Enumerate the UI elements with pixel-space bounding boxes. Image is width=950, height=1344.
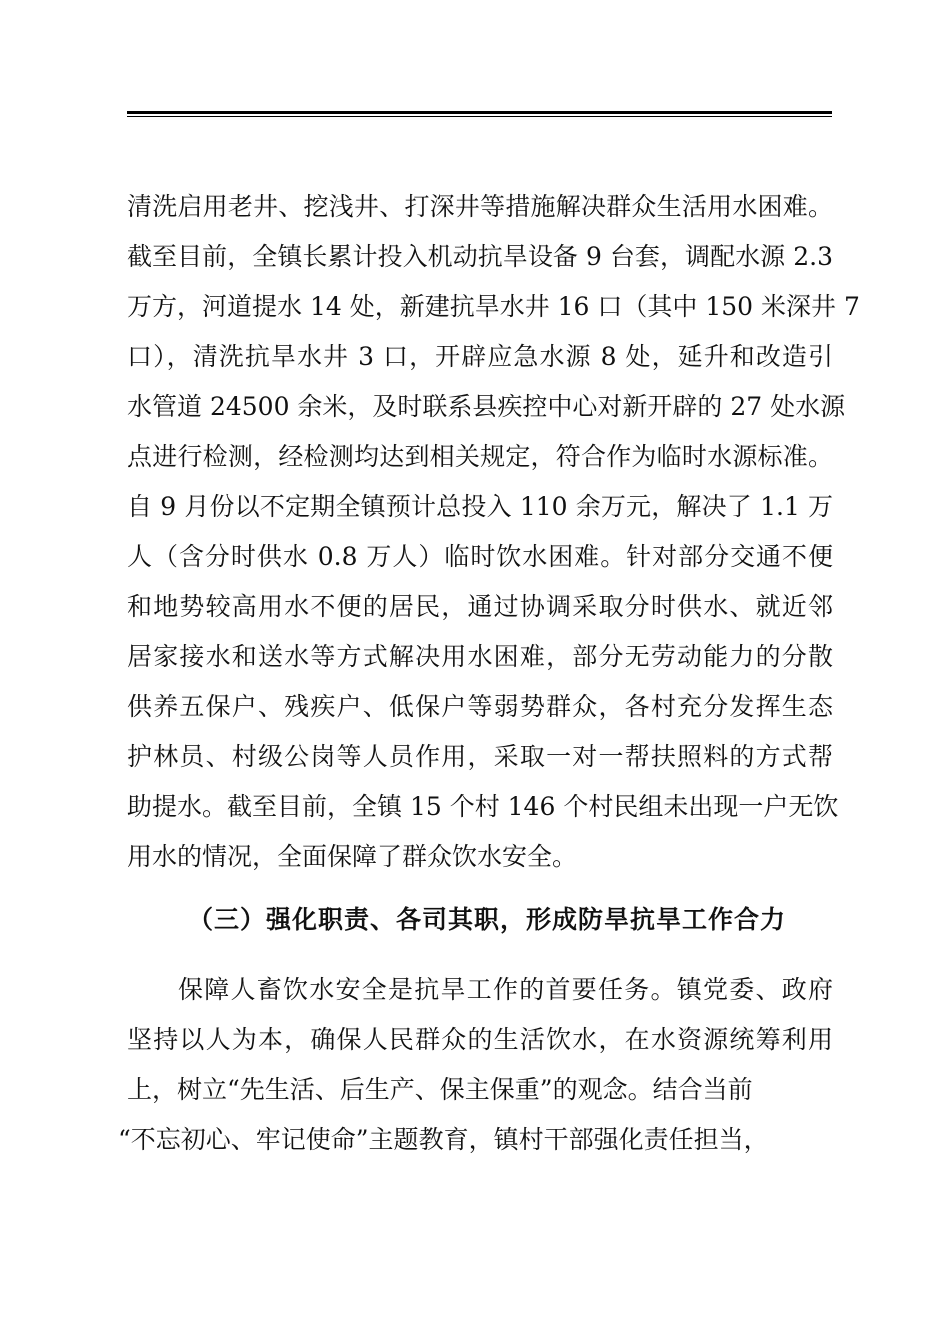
body-line: 人（含分时供水 0.8 万人）临时饮水困难。针对部分交通不便 (127, 542, 833, 571)
body-line: 用水的情况，全面保障了群众饮水安全。 (127, 842, 578, 871)
body-line: 清洗启用老井、挖浅井、打深井等措施解决群众生活用水困难。 (127, 192, 833, 221)
section-heading: （三）强化职责、各司其职，形成防旱抗旱工作合力 (188, 905, 787, 934)
body-line: 居家接水和送水等方式解决用水困难，部分无劳动能力的分散 (127, 642, 833, 671)
body-line: 水管道 24500 余米，及时联系县疾控中心对新开辟的 27 处水源 (127, 392, 846, 421)
section-line: 保障人畜饮水安全是抗旱工作的首要任务。镇党委、政府 (178, 975, 833, 1004)
header-rule-thick (127, 111, 832, 114)
section-line: “不忘初心、牢记使命”主题教育，镇村干部强化责任担当， (118, 1125, 769, 1154)
section-line: 坚持以人为本，确保人民群众的生活饮水，在水资源统筹利用 (127, 1025, 833, 1054)
body-line: 供养五保户、残疾户、低保户等弱势群众，各村充分发挥生态 (127, 692, 833, 721)
body-line: 截至目前，全镇长累计投入机动抗旱设备 9 台套，调配水源 2.3 (127, 242, 833, 271)
body-line: 自 9 月份以不定期全镇预计总投入 110 余万元，解决了 1.1 万 (127, 492, 833, 521)
body-line: 和地势较高用水不便的居民，通过协调采取分时供水、就近邻 (127, 592, 833, 621)
body-line: 助提水。截至目前，全镇 15 个村 146 个村民组未出现一户无饮 (127, 792, 839, 821)
header-rule (127, 111, 832, 118)
section-line: 上，树立“先生活、后生产、保主保重”的观念。结合当前 (127, 1075, 753, 1104)
body-line: 护林员、村级公岗等人员作用，采取一对一帮扶照料的方式帮 (127, 742, 833, 771)
body-line: 口），清洗抗旱水井 3 口，开辟应急水源 8 处，延升和改造引 (127, 342, 833, 371)
body-line: 万方，河道提水 14 处，新建抗旱水井 16 口（其中 150 米深井 7 (127, 292, 860, 321)
header-rule-thin (127, 116, 832, 117)
body-line: 点进行检测，经检测均达到相关规定，符合作为临时水源标准。 (127, 442, 833, 471)
